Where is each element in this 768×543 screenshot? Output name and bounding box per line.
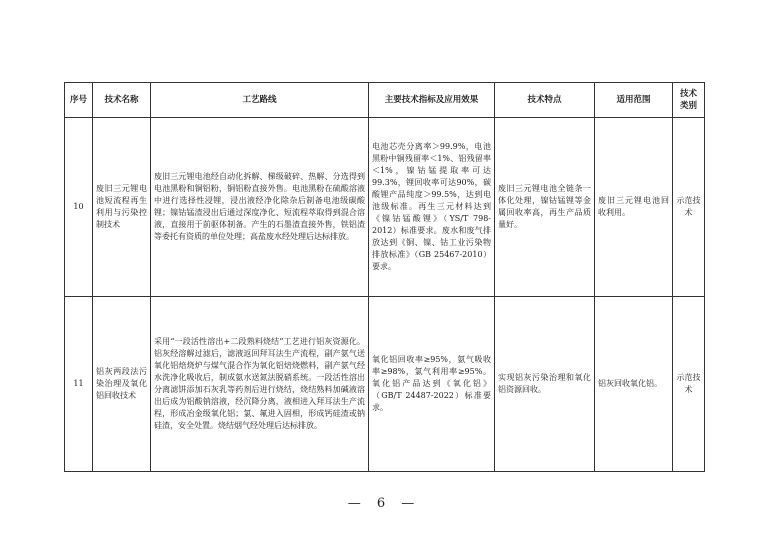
header-route: 工艺路线 xyxy=(151,83,369,118)
row-features: 实现铝灰污染治理和氧化铝资源回收。 xyxy=(495,297,595,472)
header-name: 技术名称 xyxy=(93,83,151,118)
technology-table xyxy=(64,82,705,472)
table-header-row xyxy=(65,83,705,118)
row-features: 废旧三元锂电池全链条一体化处理，镍钴锰锂等金属回收率高，再生产品质量好。 xyxy=(495,118,595,297)
row-indicators: 电池芯壳分离率＞99.9%，电池黑粉中铜残留率＜1%、铝残留率＜1%，镍钴锰提取率可达99.3%，锂回收率可达90%，碳酸锂产品纯度＞99.5%，达到电池级标准。再生三元材料达到《镍钴锰酸锂》（YS/T 798-2012）标准要求。废水和废气排放达到《铜、镍、钴工业污染物排放标准》（GB 25467-2010）要求。 xyxy=(369,118,495,297)
row-scope: 铝灰回收氧化铝。 xyxy=(595,297,673,472)
row-route: 采用“一段活性溶出+二段熟料烧结”工艺进行铝灰资源化。铝灰经溶解过滤后，滤液返回拜耳法生产流程，副产氨气送氧化铝焙烧炉与煤气混合作为氧化铝焙烧燃料，副产氨气经水洗净化吸收后，制成氨水送氮法脱硝系统。一段活性溶出分离滤饼添加石灰乳等药剂后进行烧结，烧结熟料加碱液溶出后成为铝酸钠溶液，经沉降分离，液相进入拜耳法生产流程，形成冶金级氧化铝；氯、氟进入固相，形成钙硅渣或钠硅渣，安全处置。烧结烟气经处理后达标排放。 xyxy=(151,297,369,472)
table-row xyxy=(65,297,705,472)
header-indicators: 主要技术指标及应用效果 xyxy=(369,83,495,118)
header-scope: 适用范围 xyxy=(595,83,673,118)
page-number: — 6 — xyxy=(347,496,421,511)
row-category: 示范技术 xyxy=(673,118,705,297)
row-no: 11 xyxy=(65,297,93,472)
row-name: 废旧三元锂电池短流程再生利用与污染控制技术 xyxy=(93,118,151,297)
row-no: 10 xyxy=(65,118,93,297)
row-category: 示范技术 xyxy=(673,297,705,472)
header-category: 技术类别 xyxy=(673,83,705,118)
header-no: 序号 xyxy=(65,83,93,118)
header-features: 技术特点 xyxy=(495,83,595,118)
row-indicators: 氧化铝回收率≥95%，氨气吸收率≥98%，氯气利用率≥95%。氧化铝产品达到《氧化铝》（GB/T 24487-2022）标准要求。 xyxy=(369,297,495,472)
row-name: 铝灰两段法污染治理及氧化铝回收技术 xyxy=(93,297,151,472)
row-scope: 废旧三元锂电池回收利用。 xyxy=(595,118,673,297)
table-row xyxy=(65,118,705,297)
row-route: 废旧三元锂电池经自动化拆解、梯级破碎、热解、分选得到电池黑粉和铜铝粉，铜铝粉直接外售。电池黑粉在硫酸溶液中进行选择性浸锂，浸出液经净化除杂后制备电池级碳酸锂；镍钴锰渣浸出后通过深度净化、短流程萃取得到混合溶液，直接用于前驱体制备。产生的石墨渣直接外售，铁铝渣等委托有资质的单位处理；高盐废水经处理后达标排放。 xyxy=(151,118,369,297)
